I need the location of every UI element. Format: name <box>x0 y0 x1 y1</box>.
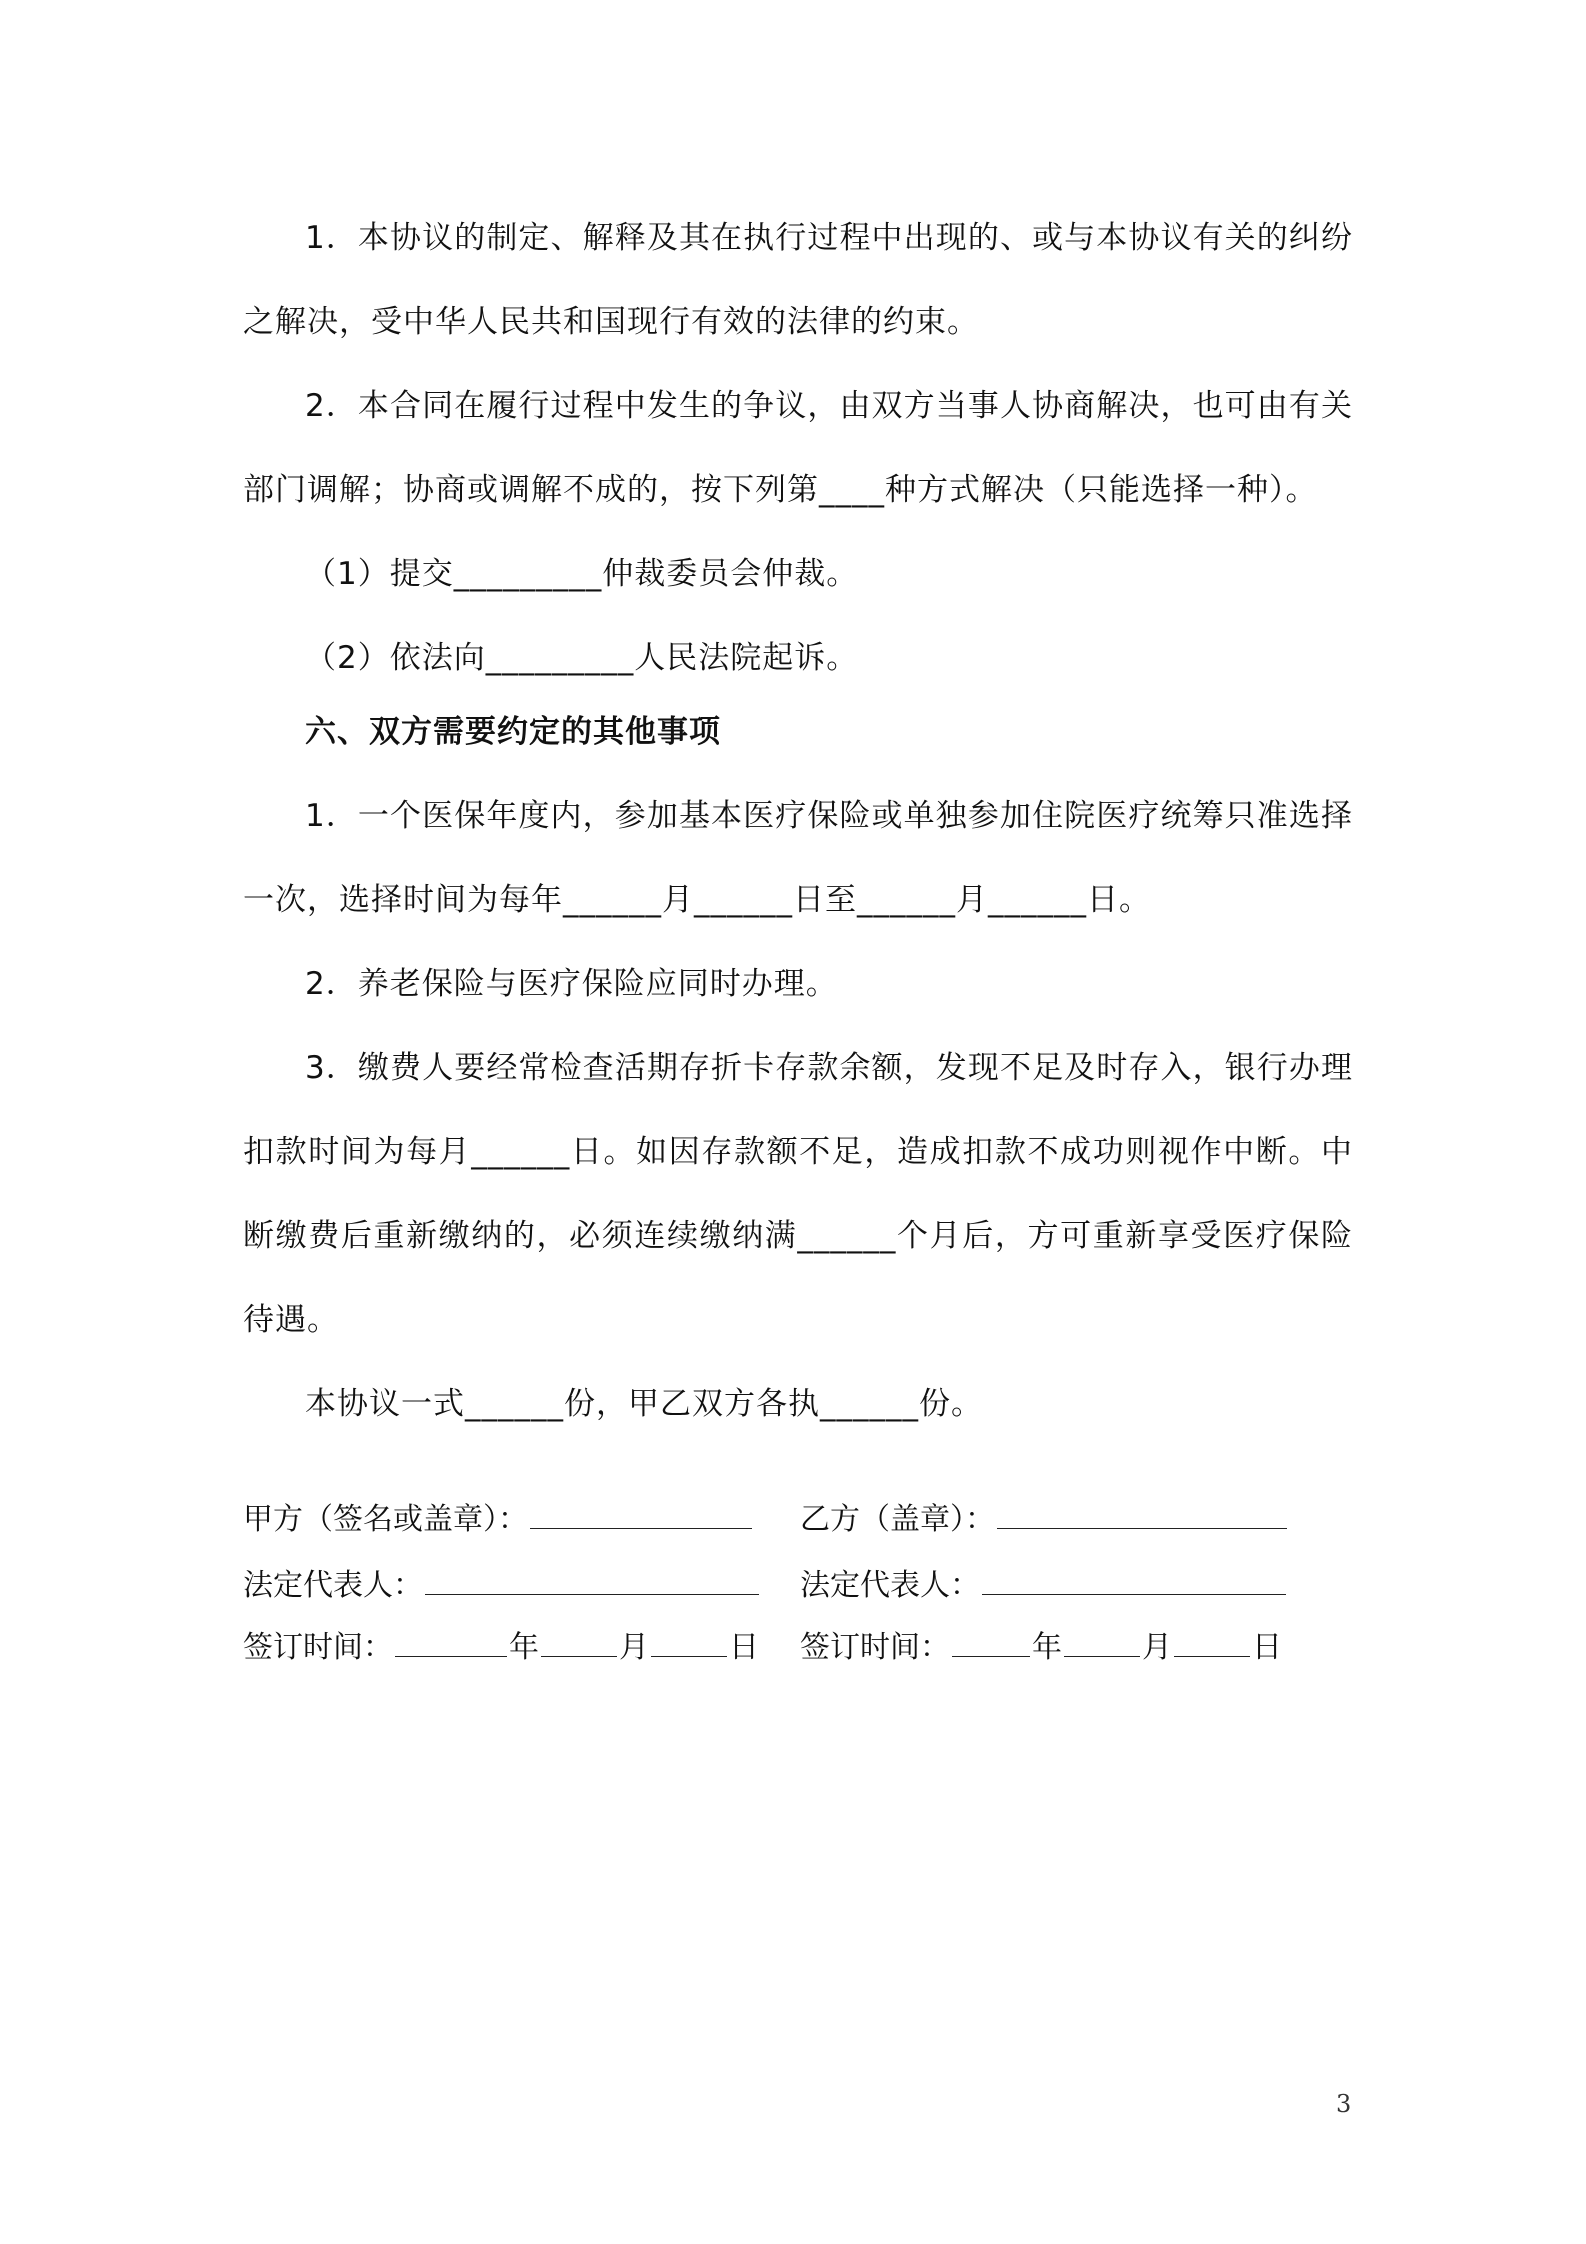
page-number: 3 <box>1336 2090 1352 2118</box>
copies-clause: 本协议一式______份，甲乙双方各执______份。 <box>305 1386 983 1422</box>
clause-1: 1．本协议的制定、解释及其在执行过程中出现的、或与本协议有关的纠纷之解决，受中华人民共和国现行有效的法律的约束。 <box>243 220 1353 340</box>
date-b-month-line <box>1064 1632 1140 1657</box>
date-b-year-line <box>952 1632 1030 1657</box>
party-b-signature <box>800 1500 1289 1540</box>
item-2: 2．养老保险与医疗保险应同时办理。 <box>305 966 838 1002</box>
party-a-sign-date <box>243 1628 759 1668</box>
rep-b-line <box>982 1570 1286 1595</box>
date-a-month-line <box>541 1632 617 1657</box>
party-b-label: 乙方（盖章）： <box>800 1502 995 1537</box>
date-b-year: 年 <box>1032 1630 1062 1665</box>
party-a-representative <box>243 1566 761 1606</box>
rep-a-line <box>425 1570 759 1595</box>
party-a-signature <box>243 1500 754 1540</box>
party-b-representative <box>800 1566 1288 1606</box>
rep-b-label: 法定代表人： <box>800 1568 980 1603</box>
clause-2: 2．本合同在履行过程中发生的争议，由双方当事人协商解决，也可由有关部门调解；协商或调解不成的，按下列第____种方式解决（只能选择一种）。 <box>243 388 1353 508</box>
date-a-day-line <box>651 1632 727 1657</box>
party-a-sign-line <box>530 1504 752 1529</box>
item-1: 1．一个医保年度内，参加基本医疗保险或单独参加住院医疗统筹只准选择一次，选择时间为每年______月______日至______月______日。 <box>243 798 1353 918</box>
option-2: （2）依法向_________人民法院起诉。 <box>305 640 859 676</box>
party-b-sign-date <box>800 1628 1282 1668</box>
date-a-year: 年 <box>509 1630 539 1665</box>
option-1: （1）提交_________仲裁委员会仲裁。 <box>305 556 859 592</box>
rep-a-label: 法定代表人： <box>243 1568 423 1603</box>
date-b-day-line <box>1174 1632 1250 1657</box>
date-a-label: 签订时间： <box>243 1630 393 1665</box>
date-b-label: 签订时间： <box>800 1630 950 1665</box>
date-a-month: 月 <box>619 1630 649 1665</box>
section-heading-6: 六、双方需要约定的其他事项 <box>305 714 721 750</box>
date-b-day: 日 <box>1252 1630 1282 1665</box>
party-a-label: 甲方（签名或盖章）： <box>243 1502 528 1537</box>
date-a-day: 日 <box>729 1630 759 1665</box>
item-3: 3．缴费人要经常检查活期存折卡存款余额，发现不足及时存入，银行办理扣款时间为每月______日。如因存款额不足，造成扣款不成功则视作中断。中断缴费后重新缴纳的，必须连续缴纳满______个月后，方可重新享受医疗保险待遇。 <box>243 1050 1353 1338</box>
date-b-month: 月 <box>1142 1630 1172 1665</box>
party-b-sign-line <box>997 1504 1287 1529</box>
date-a-year-line <box>395 1632 507 1657</box>
